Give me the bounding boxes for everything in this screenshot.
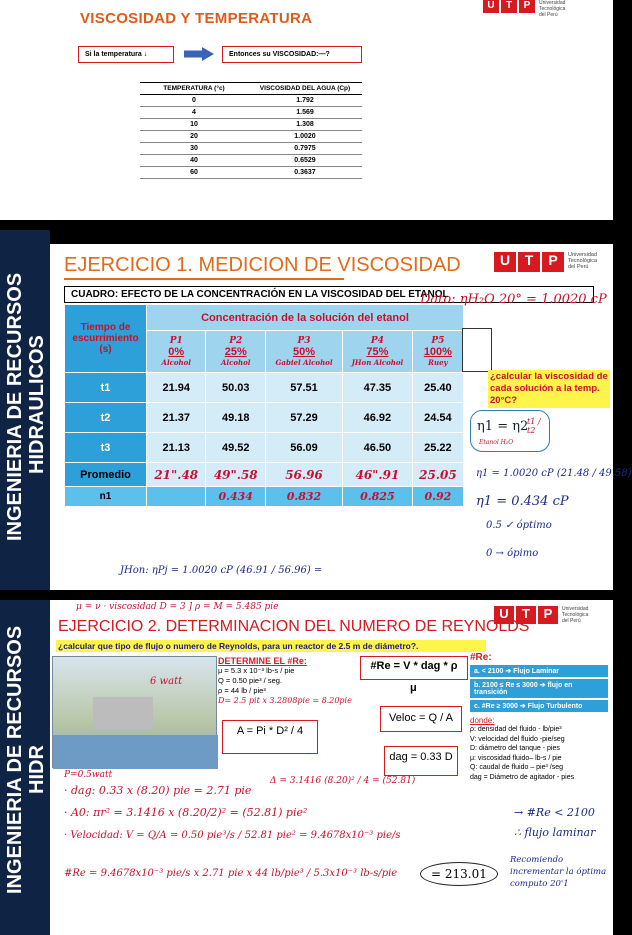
tank-sketch-icon bbox=[462, 328, 492, 372]
column-header: VISCOSIDAD DEL AGUA (Cp) bbox=[248, 83, 362, 95]
condition-box-right: Entonces su VISCOSIDAD:—? bbox=[222, 46, 362, 63]
column-note: JHon Alcohol bbox=[351, 358, 404, 367]
p-label: P5 bbox=[431, 336, 445, 346]
time-value: 57.51 bbox=[265, 373, 342, 403]
n1-value: 0.92 bbox=[412, 487, 463, 507]
hand-area: · A0: πr² = 3.1416 x (8.20/2)² = (52.81) pie² bbox=[64, 806, 308, 819]
re-range-turbulent: c. #Re ≥ 3000 ➔ Flujo Turbulento bbox=[470, 700, 608, 712]
table-row bbox=[140, 119, 362, 131]
cuadro-heading: CUADRO: EFECTO DE LA CONCENTRACIÓN EN LA VISCOSIDAD DEL ETANOL bbox=[64, 286, 594, 303]
re-result: = 213.01 bbox=[420, 862, 498, 886]
row-header: Tiempo de escurrimiento (s) bbox=[65, 305, 147, 373]
promedio-value: 21".48 bbox=[147, 463, 206, 487]
re-range-transition: b. 2100 ≤ Re ≤ 3000 ➔ flujo en transición bbox=[470, 679, 608, 698]
promedio-value: 25.05 bbox=[412, 463, 463, 487]
exercise-title: EJERCICIO 1. MEDICION DE VISCOSIDAD bbox=[64, 254, 461, 276]
viscosity-cell: 0.3637 bbox=[248, 167, 362, 179]
ethanol-table bbox=[64, 304, 464, 507]
concentration-label: 100% bbox=[423, 346, 452, 358]
given-item: Q = 0.50 pie³ / seg. bbox=[218, 676, 282, 685]
watt-note: 6 watt bbox=[150, 676, 183, 687]
table-row bbox=[140, 95, 362, 107]
top-scribble: μ = ν · viscosidad D = 3 ] ρ = M = 5.485 pie bbox=[76, 602, 279, 612]
column-header bbox=[265, 331, 342, 373]
right-arrow-icon bbox=[184, 47, 214, 61]
viscosity-cell: 1.569 bbox=[248, 107, 362, 119]
promedio-value: 46".91 bbox=[343, 463, 413, 487]
given-item: ρ = 44 lb / pie³ bbox=[218, 686, 266, 695]
time-label: t3 bbox=[65, 433, 147, 463]
slide-ejercicio-1 bbox=[0, 230, 632, 590]
utp-logo: U T P Universidad Tecnológica del Perú bbox=[494, 252, 597, 272]
conclusion-3: Recomiendo incrementar la óptima computo 20'1 bbox=[510, 855, 607, 889]
dag-formula-box: dag = 0.33 D bbox=[384, 746, 458, 776]
promedio-value: 49".58 bbox=[206, 463, 265, 487]
time-value: 50.03 bbox=[206, 373, 265, 403]
time-value: 47.35 bbox=[343, 373, 413, 403]
logo-subtitle: Universidad Tecnológica del Perú bbox=[568, 252, 598, 270]
column-header bbox=[147, 331, 206, 373]
calc-line-1: η1 = 1.0020 cP (21.48 / 49.58) bbox=[476, 468, 632, 479]
re-range-laminar: a. < 2100 ➔ Flujo Laminar bbox=[470, 665, 608, 677]
promedio-label: Promedio bbox=[65, 463, 147, 487]
temperature-cell: 60 bbox=[140, 167, 248, 179]
table-row bbox=[65, 373, 464, 403]
time-value: 25.40 bbox=[412, 373, 463, 403]
time-label: t1 bbox=[65, 373, 147, 403]
viscosity-cell: 1.0020 bbox=[248, 131, 362, 143]
definition-item: Q: caudal de fluido – pie³ /seg bbox=[470, 764, 564, 771]
formula-box bbox=[470, 410, 550, 452]
table-row bbox=[140, 167, 362, 179]
time-value: 57.29 bbox=[265, 403, 342, 433]
n1-value: 0.825 bbox=[343, 487, 413, 507]
area-formula-box: A = Pi * D² / 4 bbox=[222, 720, 318, 754]
p-label: P4 bbox=[370, 336, 384, 346]
time-value: 25.22 bbox=[412, 433, 463, 463]
p05-note: P=0.5watt bbox=[64, 770, 113, 780]
definition-item: dag = Diámetro de agitador - pies bbox=[470, 773, 575, 781]
formula-right: t1 / t2 bbox=[527, 417, 541, 435]
formula-sub: Etanol H₂O bbox=[479, 439, 514, 446]
time-value: 46.50 bbox=[343, 433, 413, 463]
temperature-cell: 20 bbox=[140, 131, 248, 143]
column-header bbox=[206, 331, 265, 373]
time-value: 21.13 bbox=[147, 433, 206, 463]
utp-logo bbox=[483, 0, 565, 18]
table-row bbox=[140, 143, 362, 155]
time-value: 49.52 bbox=[206, 433, 265, 463]
table-row bbox=[140, 155, 362, 167]
n1-value: 0.434 bbox=[206, 487, 265, 507]
viscosity-cell: 0.6529 bbox=[248, 155, 362, 167]
sidebar-text: INGENIERIA DE RECURSOS bbox=[4, 625, 26, 895]
table-row bbox=[65, 433, 464, 463]
condition-box-left: Si la temperatura ↓ bbox=[78, 46, 174, 63]
definition-item: μ: viscosidad fluido– lb-s / pie bbox=[470, 754, 562, 762]
time-value: 46.92 bbox=[343, 403, 413, 433]
slide-viscosidad-temperatura bbox=[0, 0, 613, 220]
concentration-label: 25% bbox=[224, 346, 247, 358]
definitions bbox=[470, 725, 608, 782]
column-note: Ruey bbox=[428, 358, 448, 367]
viscosity-cell: 1.308 bbox=[248, 119, 362, 131]
option-note-2: 0 → ópimo bbox=[486, 548, 539, 559]
column-header bbox=[343, 331, 413, 373]
re-formula-box: #Re = V * dag * ρ bbox=[360, 656, 468, 680]
column-header: TEMPERATURA (°c) bbox=[140, 83, 248, 95]
givens-block bbox=[218, 656, 358, 706]
logo-subtitle: Universidad Tecnológica del Perú bbox=[539, 0, 566, 18]
formula-left: η1 = η2 bbox=[477, 419, 529, 434]
p-label: P3 bbox=[297, 336, 311, 346]
exercise-title: EJERCICIO 2. DETERMINACION DEL NUMERO DE REYNOLDS bbox=[58, 618, 530, 635]
column-note: Gabiel Alcohol bbox=[275, 358, 333, 367]
table-row bbox=[140, 107, 362, 119]
definition-item: V: velocidad del fluido -pie/seg bbox=[470, 735, 565, 743]
sidebar bbox=[0, 230, 50, 590]
sidebar-text: INGENIERIA DE RECURSOS bbox=[4, 272, 26, 542]
concentration-label: 0% bbox=[168, 346, 185, 358]
slide1-title: VISCOSIDAD Y TEMPERATURA bbox=[80, 10, 313, 27]
column-note: Alcohol bbox=[161, 358, 191, 367]
hand-velocity: · Velocidad: V = Q/A = 0.50 pie³/s / 52.81 pie² = 9.4678x10⁻³ pie/s bbox=[64, 830, 401, 841]
sidebar-text: HIDRAULICOS bbox=[26, 335, 48, 475]
logo-letter: T bbox=[501, 0, 517, 13]
time-value: 56.09 bbox=[265, 433, 342, 463]
viscosity-cell: 1.792 bbox=[248, 95, 362, 107]
column-note: Alcohol bbox=[221, 358, 251, 367]
n1-value: 0.832 bbox=[265, 487, 342, 507]
question-note: ¿calcular que tipo de flujo o numero de Reynolds, para un reactor de 2.5 m de diámetro?. bbox=[56, 640, 486, 652]
reynolds-legend bbox=[470, 652, 608, 782]
table-row bbox=[140, 131, 362, 143]
velocity-formula-box: Veloc = Q / A bbox=[380, 706, 462, 732]
column-header bbox=[412, 331, 463, 373]
temperature-cell: 10 bbox=[140, 119, 248, 131]
conclusion-2: ∴ flujo laminar bbox=[514, 826, 596, 839]
time-value: 24.54 bbox=[412, 403, 463, 433]
slide-ejercicio-2 bbox=[0, 600, 613, 935]
time-label: t2 bbox=[65, 403, 147, 433]
n1-label: n1 bbox=[65, 487, 147, 507]
option-note-1: 0.5 ✓ óptimo bbox=[486, 520, 552, 531]
p-label: P2 bbox=[229, 336, 243, 346]
group-header: Concentración de la solución del etanol bbox=[147, 305, 464, 331]
hydro-plant-image bbox=[52, 656, 217, 768]
logo-letter: P bbox=[519, 0, 535, 13]
jhon-calc: JHon: ηPj = 1.0020 cP (46.91 / 56.96) = bbox=[120, 565, 323, 576]
determine-heading: DETERMINE EL #Re: bbox=[218, 656, 307, 666]
table-row bbox=[65, 403, 464, 433]
hand-dag: · dag: 0.33 x (8.20) pie = 2.71 pie bbox=[64, 784, 252, 797]
temperature-cell: 40 bbox=[140, 155, 248, 167]
sidebar bbox=[0, 600, 50, 935]
time-value: 21.94 bbox=[147, 373, 206, 403]
delta-calc: Δ = 3.1416 (8.20)² / 4 = (52.81) bbox=[270, 776, 416, 786]
concentration-label: 75% bbox=[366, 346, 389, 358]
logo-subtitle: Universidad Tecnológica del Perú bbox=[562, 606, 589, 624]
time-value: 49.18 bbox=[206, 403, 265, 433]
temperature-cell: 4 bbox=[140, 107, 248, 119]
definition-item: D: diámetro del tanque - pies bbox=[470, 745, 560, 752]
viscosity-table bbox=[140, 82, 362, 179]
donde-label: donde: bbox=[470, 716, 495, 725]
viscosity-cell: 0.7975 bbox=[248, 143, 362, 155]
hand-reynolds: #Re = 9.4678x10⁻³ pie/s x 2.71 pie x 44 lb/pie³ / 5.3x10⁻³ lb-s/pie bbox=[64, 868, 398, 879]
re-legend-title: #Re: bbox=[470, 652, 492, 663]
calc-line-2: η1 = 0.434 cP bbox=[476, 494, 569, 509]
time-value: 21.37 bbox=[147, 403, 206, 433]
question-note: ¿calcular la viscosidad de cada solución a la temp. 20°C? bbox=[488, 370, 610, 408]
sidebar-text: HIDR bbox=[26, 745, 48, 795]
dato-note: Dato: ηH₂O 20° = 1.0020 cP bbox=[420, 292, 607, 307]
conclusion-1: → #Re < 2100 bbox=[514, 806, 595, 819]
logo-letter: U bbox=[483, 0, 499, 13]
p-label: P1 bbox=[169, 336, 183, 346]
utp-logo: U T P Universidad Tecnológica del Perú bbox=[494, 606, 588, 624]
promedio-value: 56.96 bbox=[265, 463, 342, 487]
definition-item: ρ: densidad del fluido - lb/pie³ bbox=[470, 726, 562, 733]
concentration-label: 50% bbox=[292, 346, 315, 358]
temperature-cell: 30 bbox=[140, 143, 248, 155]
re-formula-mu: μ bbox=[410, 682, 417, 694]
temperature-cell: 0 bbox=[140, 95, 248, 107]
given-item: μ = 5.3 x 10⁻³ lb-s / pie bbox=[218, 666, 295, 675]
given-item: D= 2.5 pit x 3.2808pie = 8.20pie bbox=[218, 696, 352, 705]
